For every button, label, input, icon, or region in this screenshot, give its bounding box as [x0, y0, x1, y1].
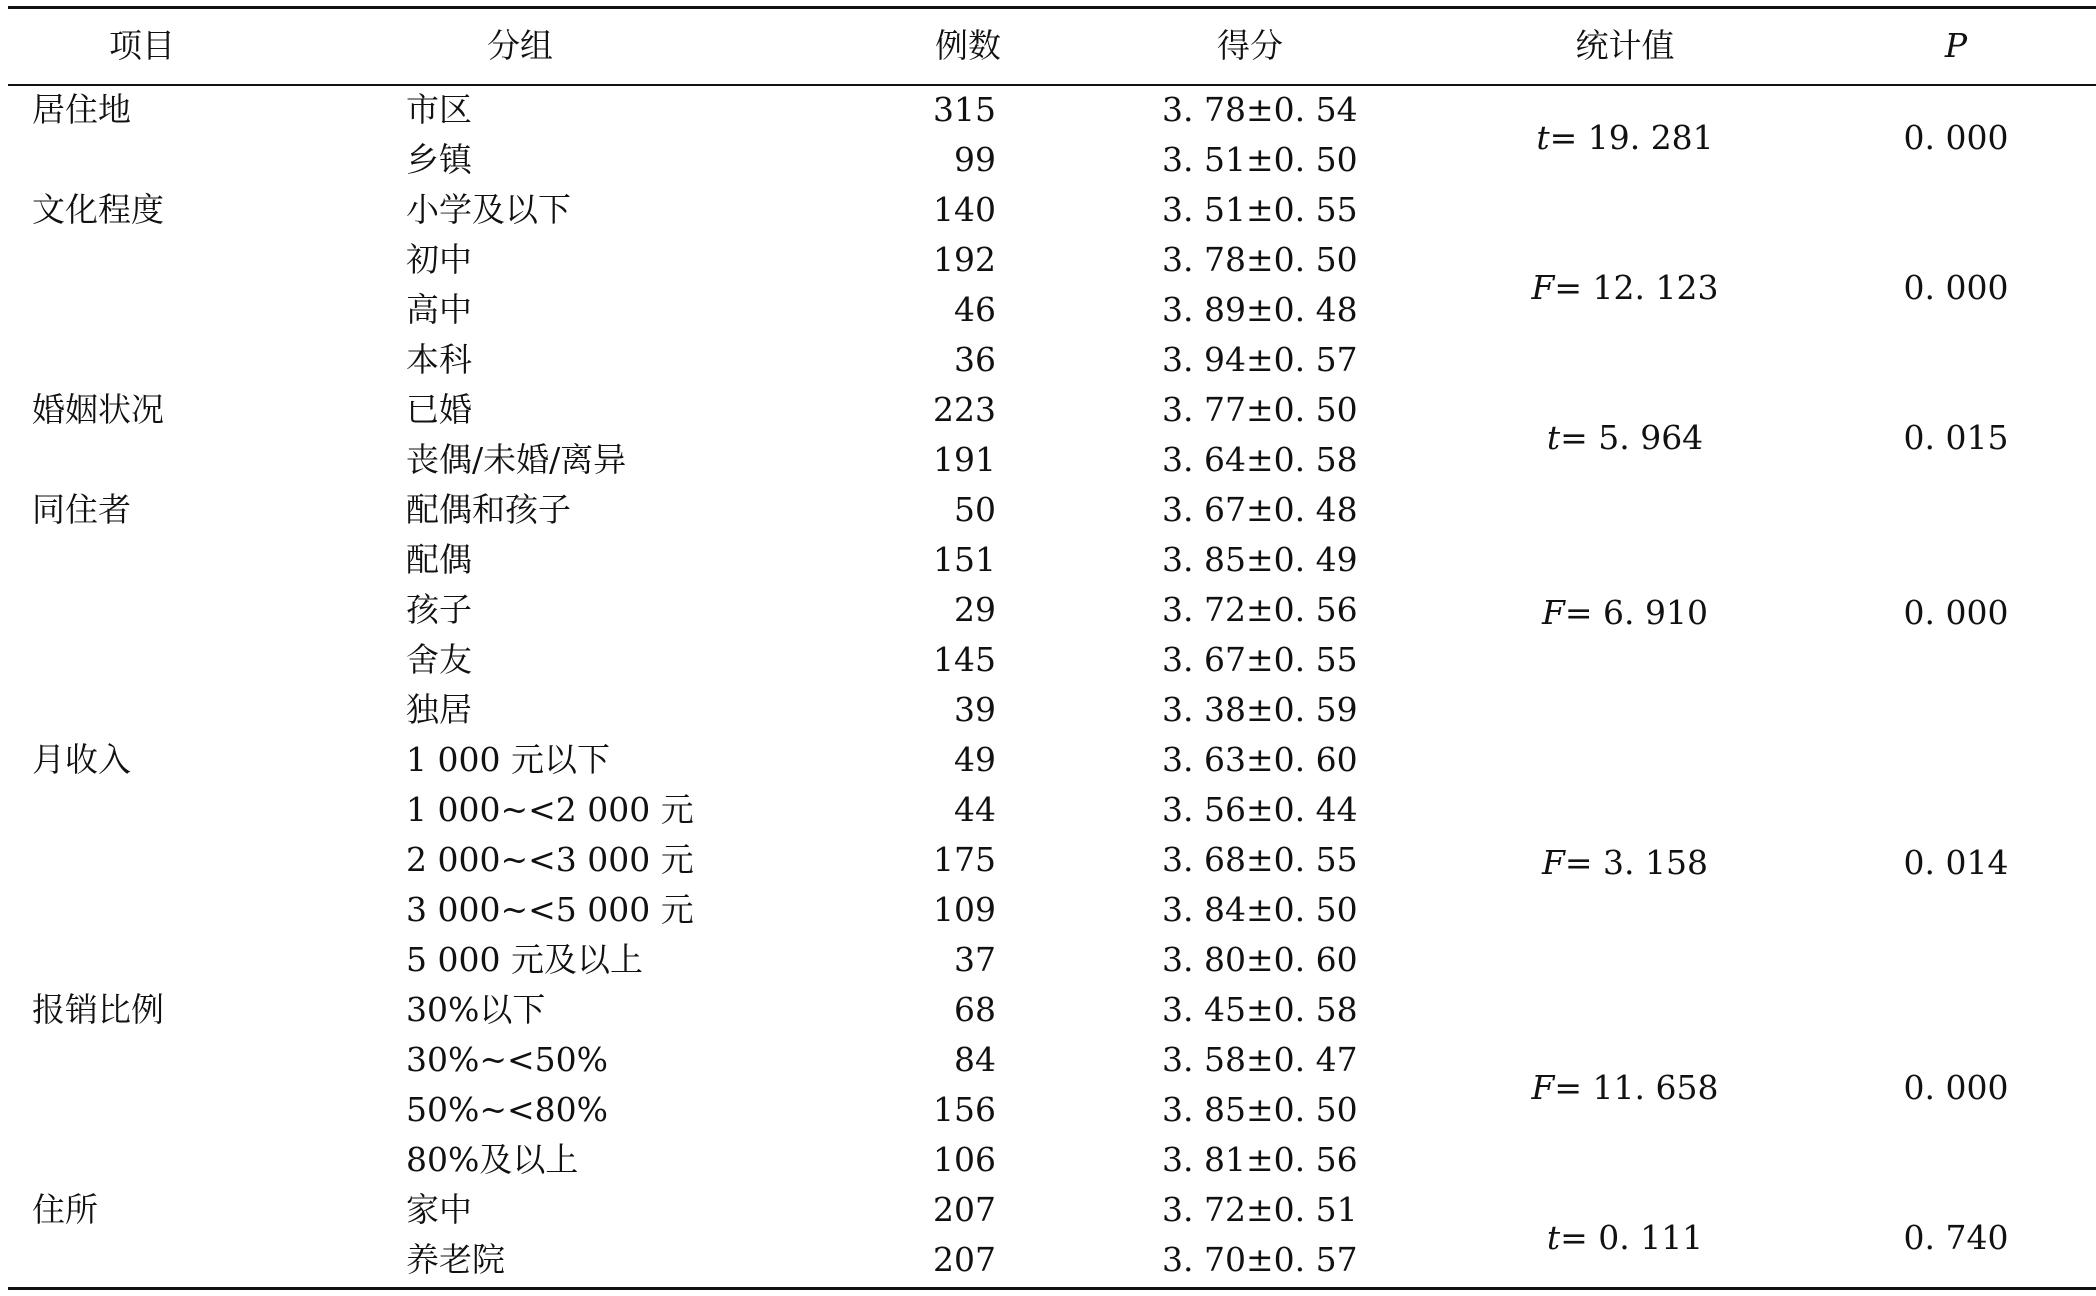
statistic-value: = 11. 658	[1554, 1068, 1719, 1107]
row-score: 3. 58±0. 47	[1162, 1040, 1358, 1079]
row-item: 同住者	[32, 490, 131, 529]
row-score: 3. 78±0. 54	[1162, 90, 1358, 129]
row-group: 养老院	[406, 1240, 505, 1279]
row-score: 3. 81±0. 56	[1162, 1140, 1358, 1179]
table-header-rule	[8, 84, 2096, 86]
row-group: 2 000~<3 000 元	[406, 840, 694, 879]
row-count: 84	[954, 1040, 996, 1079]
row-group: 50%~<80%	[406, 1090, 608, 1129]
row-item: 住所	[32, 1190, 98, 1229]
row-statistic	[1547, 418, 1703, 458]
row-p-value: 0. 000	[1903, 118, 2009, 157]
row-count: 145	[933, 640, 996, 679]
statistic-symbol: F	[1531, 1068, 1555, 1107]
row-count: 36	[954, 340, 996, 379]
row-group: 初中	[406, 240, 472, 279]
row-group: 30%~<50%	[406, 1040, 608, 1079]
row-score: 3. 56±0. 44	[1162, 790, 1358, 829]
row-group: 小学及以下	[406, 190, 571, 229]
row-group: 1 000~<2 000 元	[406, 790, 694, 829]
row-group: 3 000~<5 000 元	[406, 890, 694, 929]
row-score: 3. 64±0. 58	[1162, 440, 1358, 479]
row-count: 99	[954, 140, 996, 179]
row-statistic	[1531, 1068, 1718, 1108]
row-item: 月收入	[32, 740, 131, 779]
row-score: 3. 45±0. 58	[1162, 990, 1358, 1029]
row-count: 223	[933, 390, 996, 429]
row-group: 5 000 元及以上	[406, 940, 643, 979]
statistic-symbol: F	[1541, 593, 1565, 632]
row-score: 3. 72±0. 56	[1162, 590, 1358, 629]
statistic-symbol: F	[1541, 843, 1565, 882]
row-p-value: 0. 014	[1903, 843, 2009, 882]
row-score: 3. 85±0. 50	[1162, 1090, 1358, 1129]
row-group: 家中	[406, 1190, 472, 1229]
row-count: 151	[933, 540, 996, 579]
row-group: 80%及以上	[406, 1140, 579, 1179]
statistic-symbol: t	[1546, 418, 1561, 457]
table-bottom-rule	[8, 1287, 2096, 1290]
statistic-value: = 19. 281	[1549, 118, 1714, 157]
row-count: 109	[933, 890, 996, 929]
row-count: 37	[954, 940, 996, 979]
row-p-value: 0. 000	[1903, 1068, 2009, 1107]
row-group: 乡镇	[406, 140, 472, 179]
row-score: 3. 67±0. 55	[1162, 640, 1358, 679]
statistic-symbol: t	[1546, 1218, 1561, 1257]
row-count: 315	[933, 90, 996, 129]
statistic-value: = 0. 111	[1560, 1218, 1704, 1257]
row-count: 207	[933, 1240, 996, 1279]
row-p-value: 0. 000	[1903, 268, 2009, 307]
row-group: 30%以下	[406, 990, 546, 1029]
row-count: 46	[954, 290, 996, 329]
row-score: 3. 80±0. 60	[1162, 940, 1358, 979]
row-count: 49	[954, 740, 996, 779]
row-p-value: 0. 740	[1903, 1218, 2009, 1257]
row-score: 3. 67±0. 48	[1162, 490, 1358, 529]
row-statistic	[1536, 118, 1713, 158]
row-score: 3. 94±0. 57	[1162, 340, 1358, 379]
row-score: 3. 38±0. 59	[1162, 690, 1358, 729]
row-statistic	[1547, 1218, 1703, 1258]
row-score: 3. 89±0. 48	[1162, 290, 1358, 329]
row-score: 3. 51±0. 55	[1162, 190, 1358, 229]
statistic-value: = 3. 158	[1564, 843, 1709, 882]
row-score: 3. 77±0. 50	[1162, 390, 1358, 429]
row-count: 140	[933, 190, 996, 229]
row-count: 192	[933, 240, 996, 279]
row-group: 高中	[406, 290, 472, 329]
header-statistic: 统计值	[1575, 26, 1675, 65]
row-group: 市区	[406, 90, 472, 129]
row-statistic	[1542, 593, 1708, 633]
row-count: 29	[954, 590, 996, 629]
row-score: 3. 85±0. 49	[1162, 540, 1358, 579]
row-group: 独居	[406, 690, 472, 729]
row-count: 44	[954, 790, 996, 829]
row-score: 3. 51±0. 50	[1162, 140, 1358, 179]
table-top-rule	[8, 6, 2096, 9]
row-count: 68	[954, 990, 996, 1029]
row-p-value: 0. 000	[1903, 593, 2009, 632]
row-count: 175	[933, 840, 996, 879]
statistic-symbol: F	[1531, 268, 1555, 307]
row-group: 丧偶/未婚/离异	[406, 440, 627, 479]
row-p-value: 0. 015	[1903, 418, 2009, 457]
statistic-value: = 5. 964	[1560, 418, 1704, 457]
row-count: 191	[933, 440, 996, 479]
row-item: 居住地	[32, 90, 131, 129]
row-item: 文化程度	[32, 190, 164, 229]
row-group: 1 000 元以下	[406, 740, 610, 779]
header-count: 例数	[935, 26, 1001, 65]
row-count: 39	[954, 690, 996, 729]
row-count: 207	[933, 1190, 996, 1229]
row-group: 配偶和孩子	[406, 490, 571, 529]
row-group: 舍友	[406, 640, 472, 679]
row-statistic	[1542, 843, 1708, 883]
row-group: 已婚	[406, 390, 472, 429]
header-item: 项目	[109, 26, 175, 65]
row-item: 婚姻状况	[32, 390, 164, 429]
row-statistic	[1531, 268, 1718, 308]
header-group: 分组	[487, 26, 553, 65]
row-group: 本科	[406, 340, 472, 379]
row-count: 156	[933, 1090, 996, 1129]
statistic-symbol: t	[1536, 118, 1550, 157]
header-score: 得分	[1217, 26, 1283, 65]
row-count: 50	[954, 490, 996, 529]
statistic-value: = 12. 123	[1554, 268, 1719, 307]
row-score: 3. 68±0. 55	[1162, 840, 1358, 879]
row-score: 3. 78±0. 50	[1162, 240, 1358, 279]
row-count: 106	[933, 1140, 996, 1179]
row-score: 3. 63±0. 60	[1162, 740, 1358, 779]
row-item: 报销比例	[32, 990, 164, 1029]
header-p-value: P	[1944, 26, 1968, 65]
row-score: 3. 84±0. 50	[1162, 890, 1358, 929]
row-group: 配偶	[406, 540, 472, 579]
statistic-value: = 6. 910	[1564, 593, 1709, 632]
row-group: 孩子	[406, 590, 472, 629]
row-score: 3. 70±0. 57	[1162, 1240, 1358, 1279]
row-score: 3. 72±0. 51	[1162, 1190, 1358, 1229]
